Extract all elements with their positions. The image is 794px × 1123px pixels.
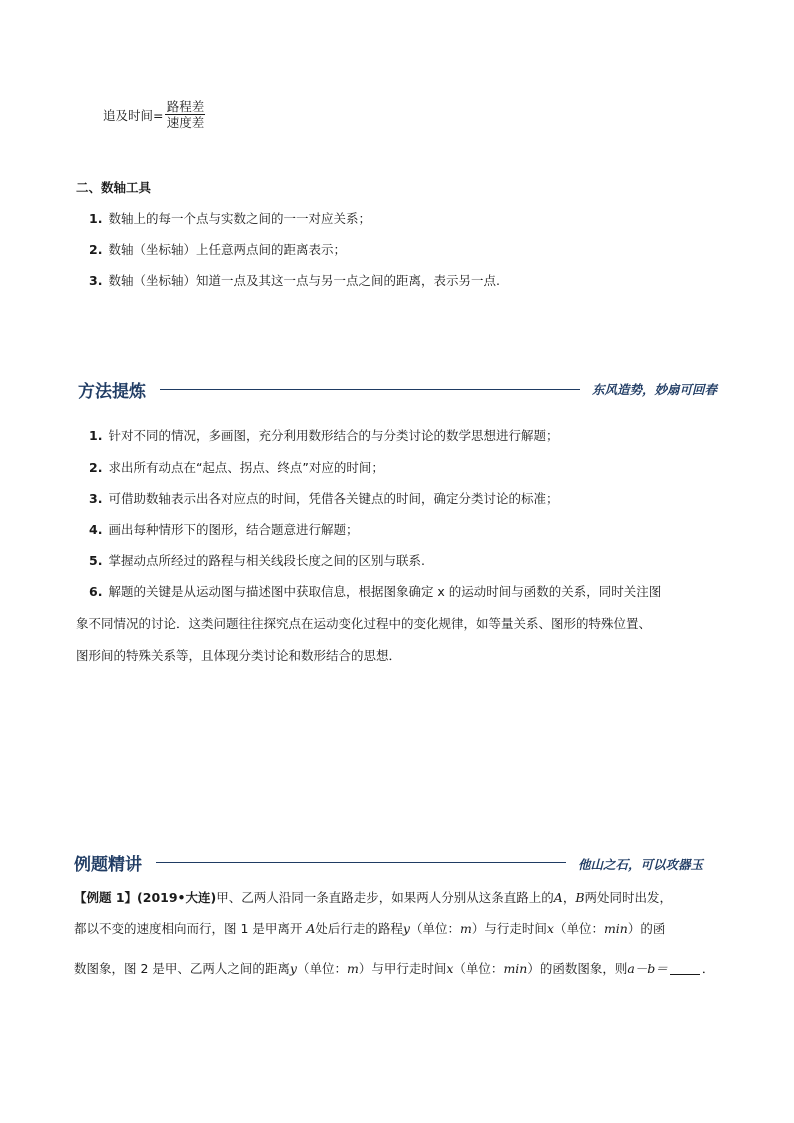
point-a: A	[306, 921, 316, 936]
example-text: 数图象，图 2 是甲、乙两人之间的距离	[74, 961, 290, 976]
method-item-2	[89, 458, 384, 476]
method-item-1	[89, 426, 558, 444]
example-text: 处后行走的路程	[315, 921, 403, 936]
item-number: 1.	[89, 428, 103, 443]
example-text: ）的函数图象，则	[527, 961, 628, 976]
examples-section-title: 例题精讲	[74, 855, 142, 875]
example1-line3	[74, 959, 714, 977]
example-text: 两处同时出发，	[584, 890, 673, 905]
method-section-title: 方法提炼	[78, 382, 146, 402]
chase-time-formula	[103, 99, 205, 130]
section2-item-2	[89, 240, 346, 258]
section2-item-1	[89, 209, 371, 227]
method-motto: 东风造势，妙扇可回春	[592, 382, 718, 397]
unit-m: m	[460, 921, 472, 936]
var-y: y	[402, 921, 410, 936]
example-text: （单位：	[553, 921, 604, 936]
method-item-6-line2: 象不同情况的讨论．这类问题往往探究点在运动变化过程中的变化规律，如等量关系、图形的特殊位置、	[76, 616, 652, 631]
example-text: 都以不变的速度相向而行，图 1 是甲离开	[74, 921, 307, 936]
method-item-6-line3: 图形间的特殊关系等，且体现分类讨论和数形结合的思想．	[76, 648, 402, 663]
example-text: ）的函	[627, 921, 666, 936]
method-item-4	[89, 520, 358, 538]
item-text: 解题的关键是从运动图与描述图中获取信息，根据图象确定 x 的运动时间与函数的关系，同时关注图	[108, 584, 662, 599]
formula-denominator: 速度差	[166, 115, 205, 130]
point-a: A	[553, 890, 563, 905]
section2-item-3	[89, 271, 500, 289]
item-number: 3.	[89, 491, 103, 506]
example-text: （单位：	[453, 961, 504, 976]
formula-numerator: 路程差	[166, 99, 205, 114]
unit-min: min	[603, 921, 628, 936]
example-text: ）与甲行走时间	[358, 961, 447, 976]
method-item-5	[89, 551, 425, 569]
section2-heading: 二、数轴工具	[76, 180, 152, 195]
item-text: 针对不同的情况，多画图，充分利用数形结合的与分类讨论的数学思想进行解题；	[108, 428, 559, 443]
item-number: 6.	[89, 584, 103, 599]
example1-line1	[74, 888, 672, 906]
item-number: 4.	[89, 522, 103, 537]
formula-fraction	[165, 99, 205, 130]
example-text: 甲、乙两人沿同一条直路走步，如果两人分别从这条直路上的	[216, 890, 554, 905]
method-item-6-line1	[89, 582, 661, 600]
item-text: 可借助数轴表示出各对应点的时间，凭借各关键点的时间，确定分类讨论的标准；	[108, 491, 559, 506]
item-number: 2.	[89, 242, 103, 257]
var-x: x	[546, 921, 554, 936]
item-text: 求出所有动点在“起点、拐点、终点”对应的时间；	[108, 460, 384, 475]
method-item-3	[89, 489, 558, 507]
example-text: ．	[701, 961, 715, 976]
item-text: 数轴（坐标轴）知道一点及其这一点与另一点之间的距离，表示另一点.	[108, 273, 500, 288]
example1-line2	[74, 919, 665, 937]
example-text: （单位：	[296, 961, 347, 976]
formula-label: 追及时间=	[103, 107, 164, 123]
example-text: （单位：	[409, 921, 460, 936]
item-number: 5.	[89, 553, 103, 568]
examples-motto: 他山之石，可以攻器玉	[578, 857, 704, 872]
item-number: 2.	[89, 460, 103, 475]
item-text: 掌握动点所经过的路程与相关线段长度之间的区别与联系.	[108, 553, 425, 568]
item-number: 3.	[89, 273, 103, 288]
unit-m: m	[346, 961, 359, 976]
examples-divider	[156, 862, 566, 863]
example-text: ，	[562, 890, 576, 905]
example-tag: 【例题 1】(2019•大连)	[74, 890, 217, 905]
var-x: x	[446, 961, 454, 976]
method-divider	[160, 389, 580, 390]
expression: a－b＝	[627, 961, 668, 976]
item-text: 数轴上的每一个点与实数之间的一一对应关系；	[108, 211, 371, 226]
item-number: 1.	[89, 211, 103, 226]
answer-blank	[670, 962, 700, 975]
unit-min: min	[503, 961, 528, 976]
point-b: B	[575, 890, 585, 905]
item-text: 画出每种情形下的图形，结合题意进行解题；	[108, 522, 359, 537]
item-text: 数轴（坐标轴）上任意两点间的距离表示；	[108, 242, 346, 257]
var-y: y	[289, 961, 297, 976]
example-text: ）与行走时间	[471, 921, 547, 936]
